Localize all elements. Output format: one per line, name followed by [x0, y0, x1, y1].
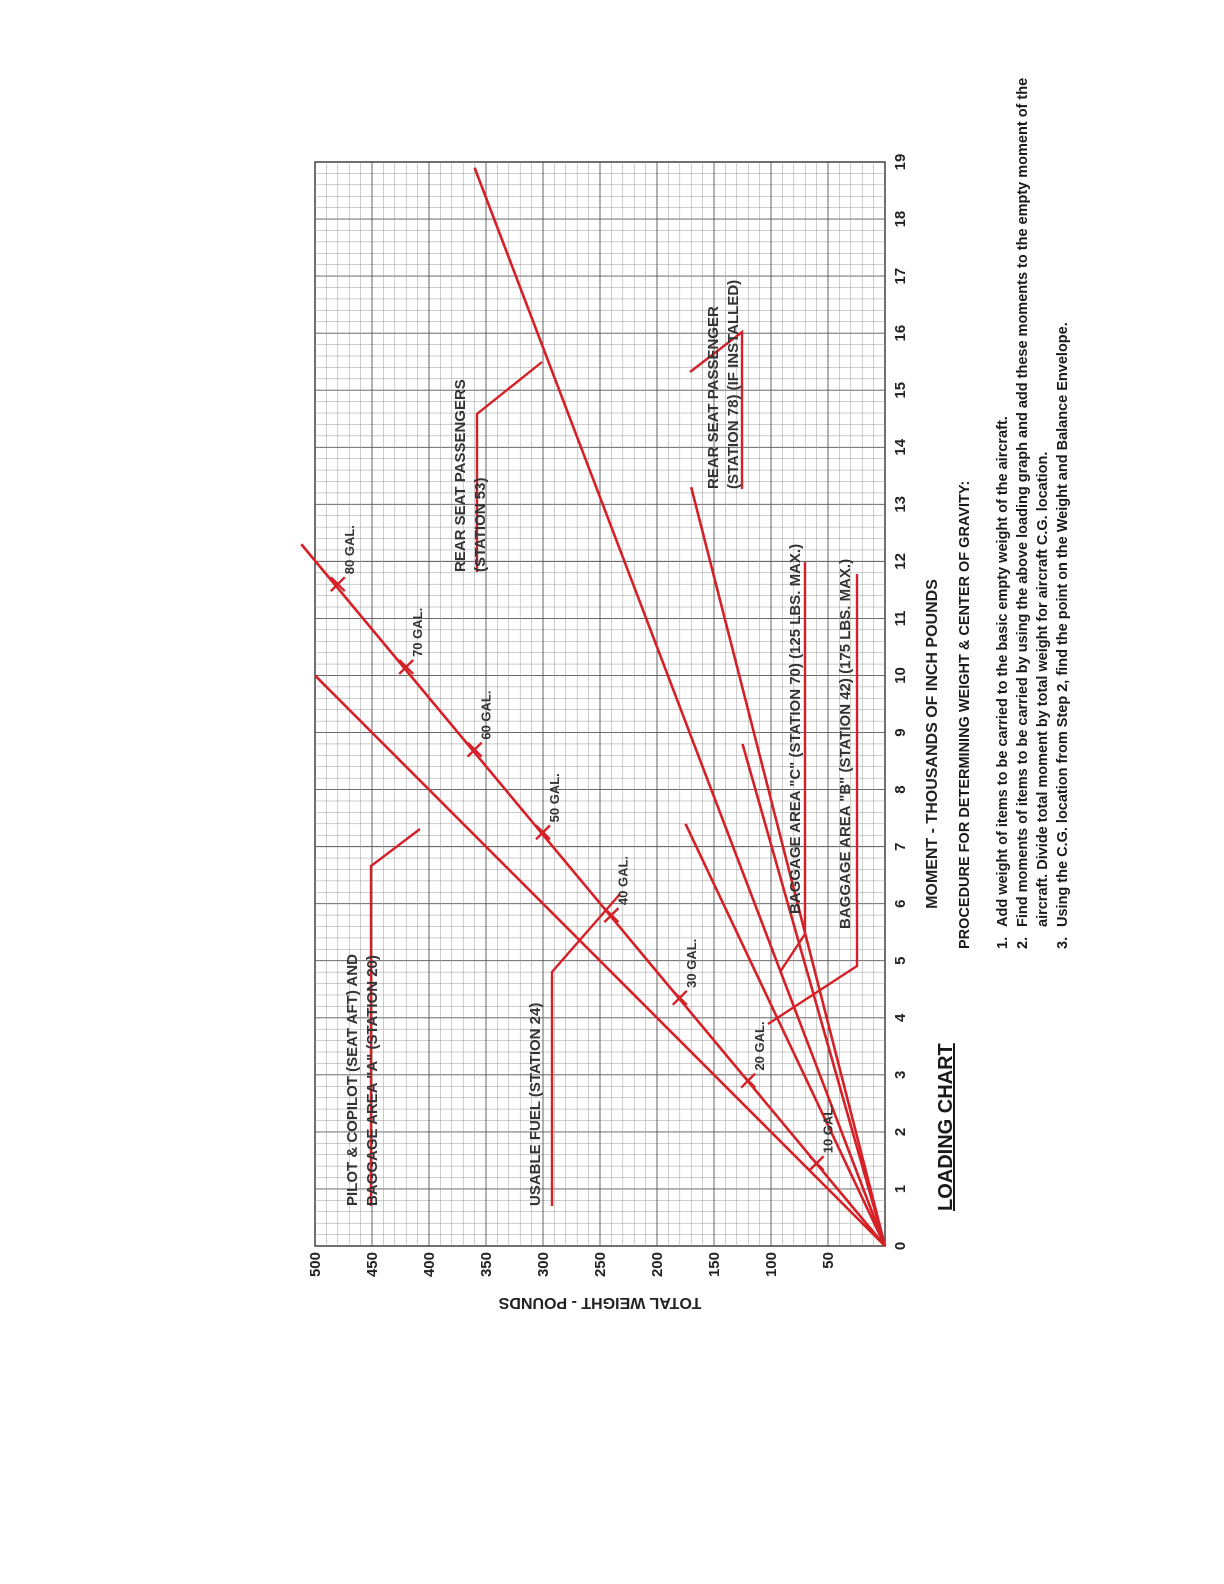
procedure-heading: PROCEDURE FOR DETERMINING WEIGHT & CENTER OF GRAVITY: — [957, 480, 973, 949]
step-number: 1. — [995, 936, 1011, 949]
series-label: BAGGAGE AREA "B" (STATION 42) (175 LBS. MAX.) — [837, 558, 854, 929]
x-tick-label: 0 — [892, 1241, 909, 1251]
x-tick-label: 4 — [892, 1013, 909, 1022]
y-tick-label: 300 — [535, 1252, 552, 1278]
x-tick-label: 14 — [892, 438, 909, 456]
x-tick-label: 16 — [892, 324, 909, 342]
series-label: USABLE FUEL (STATION 24) — [527, 1002, 544, 1206]
x-tick-label: 7 — [892, 842, 909, 851]
fuel-mark-label: 40 GAL. — [615, 855, 631, 906]
fuel-mark-label: 80 GAL. — [341, 525, 357, 575]
fuel-mark-label: 30 GAL. — [683, 938, 699, 988]
y-tick-label: 100 — [763, 1252, 780, 1278]
x-tick-label: 18 — [892, 210, 909, 228]
x-tick-label: 8 — [892, 785, 909, 794]
procedure-section — [955, 49, 1073, 949]
fuel-mark-label: 50 GAL. — [547, 773, 562, 823]
fuel-mark-label: 70 GAL. — [410, 607, 426, 657]
fuel-mark-label: 20 GAL. — [752, 1021, 768, 1071]
procedure-step — [993, 49, 1013, 949]
x-tick-label: 19 — [892, 153, 909, 171]
y-tick-label: 400 — [421, 1252, 438, 1278]
y-tick-label: 150 — [706, 1252, 723, 1278]
fuel-mark-label: 60 GAL. — [478, 690, 494, 740]
step-text: Add weight of items to be carried to the basic empty weight of the aircraft. — [995, 416, 1011, 927]
x-axis-label: MOMENT - THOUSANDS OF INCH POUNDS — [924, 579, 941, 909]
procedure-step — [1053, 49, 1073, 949]
series-label: BAGGAGE AREA "C" (STATION 70) (125 LBS. MAX.) — [787, 543, 804, 914]
step-text: Using the C.G. location from Step 2, find the point on the Weight and Balance Envelope. — [1055, 322, 1071, 927]
series-label: (STATION 53) — [472, 477, 489, 572]
x-tick-label: 15 — [892, 381, 909, 399]
step-number: 2. — [1015, 936, 1031, 949]
step-text: Find moments of items to be carried by using the above loading graph and add these moments to the empty moment of the aircraft. Divide total moment by total weight for aircraft C.G. location. — [1015, 77, 1051, 927]
series-label: REAR SEAT PASSENGERS — [452, 379, 469, 572]
x-tick-label: 10 — [892, 667, 909, 684]
y-tick-label: 200 — [649, 1252, 666, 1278]
x-tick-label: 9 — [892, 728, 909, 737]
x-tick-label: 17 — [892, 267, 909, 285]
y-tick-label: 50 — [820, 1252, 837, 1269]
series-label: REAR SEAT PASSENGER — [705, 306, 722, 489]
series-label: PILOT & COPILOT (SEAT AFT) AND — [344, 954, 361, 1206]
series-label: BAGGAGE AREA "A" (STATION 20) — [364, 955, 381, 1206]
x-tick-label: 5 — [892, 956, 909, 965]
y-tick-label: 500 — [307, 1252, 324, 1278]
step-number: 3. — [1055, 936, 1071, 949]
x-tick-label: 2 — [892, 1127, 909, 1137]
y-tick-label: 450 — [364, 1252, 381, 1278]
fuel-mark-label: 10 GAL. — [820, 1104, 836, 1154]
x-tick-label: 6 — [892, 899, 909, 908]
x-tick-label: 11 — [892, 610, 909, 627]
procedure-step — [1013, 49, 1053, 949]
x-tick-label: 3 — [892, 1070, 909, 1080]
y-axis-label: TOTAL WEIGHT - POUNDS — [498, 1294, 702, 1311]
y-tick-label: 350 — [478, 1252, 495, 1278]
x-tick-label: 12 — [892, 553, 909, 570]
x-tick-label: 13 — [892, 495, 909, 513]
series-label: (STATION 78) (IF INSTALLED) — [725, 279, 742, 489]
chart-title: LOADING CHART — [935, 1043, 957, 1211]
y-tick-label: 250 — [592, 1252, 609, 1278]
x-tick-label: 1 — [892, 1184, 909, 1194]
